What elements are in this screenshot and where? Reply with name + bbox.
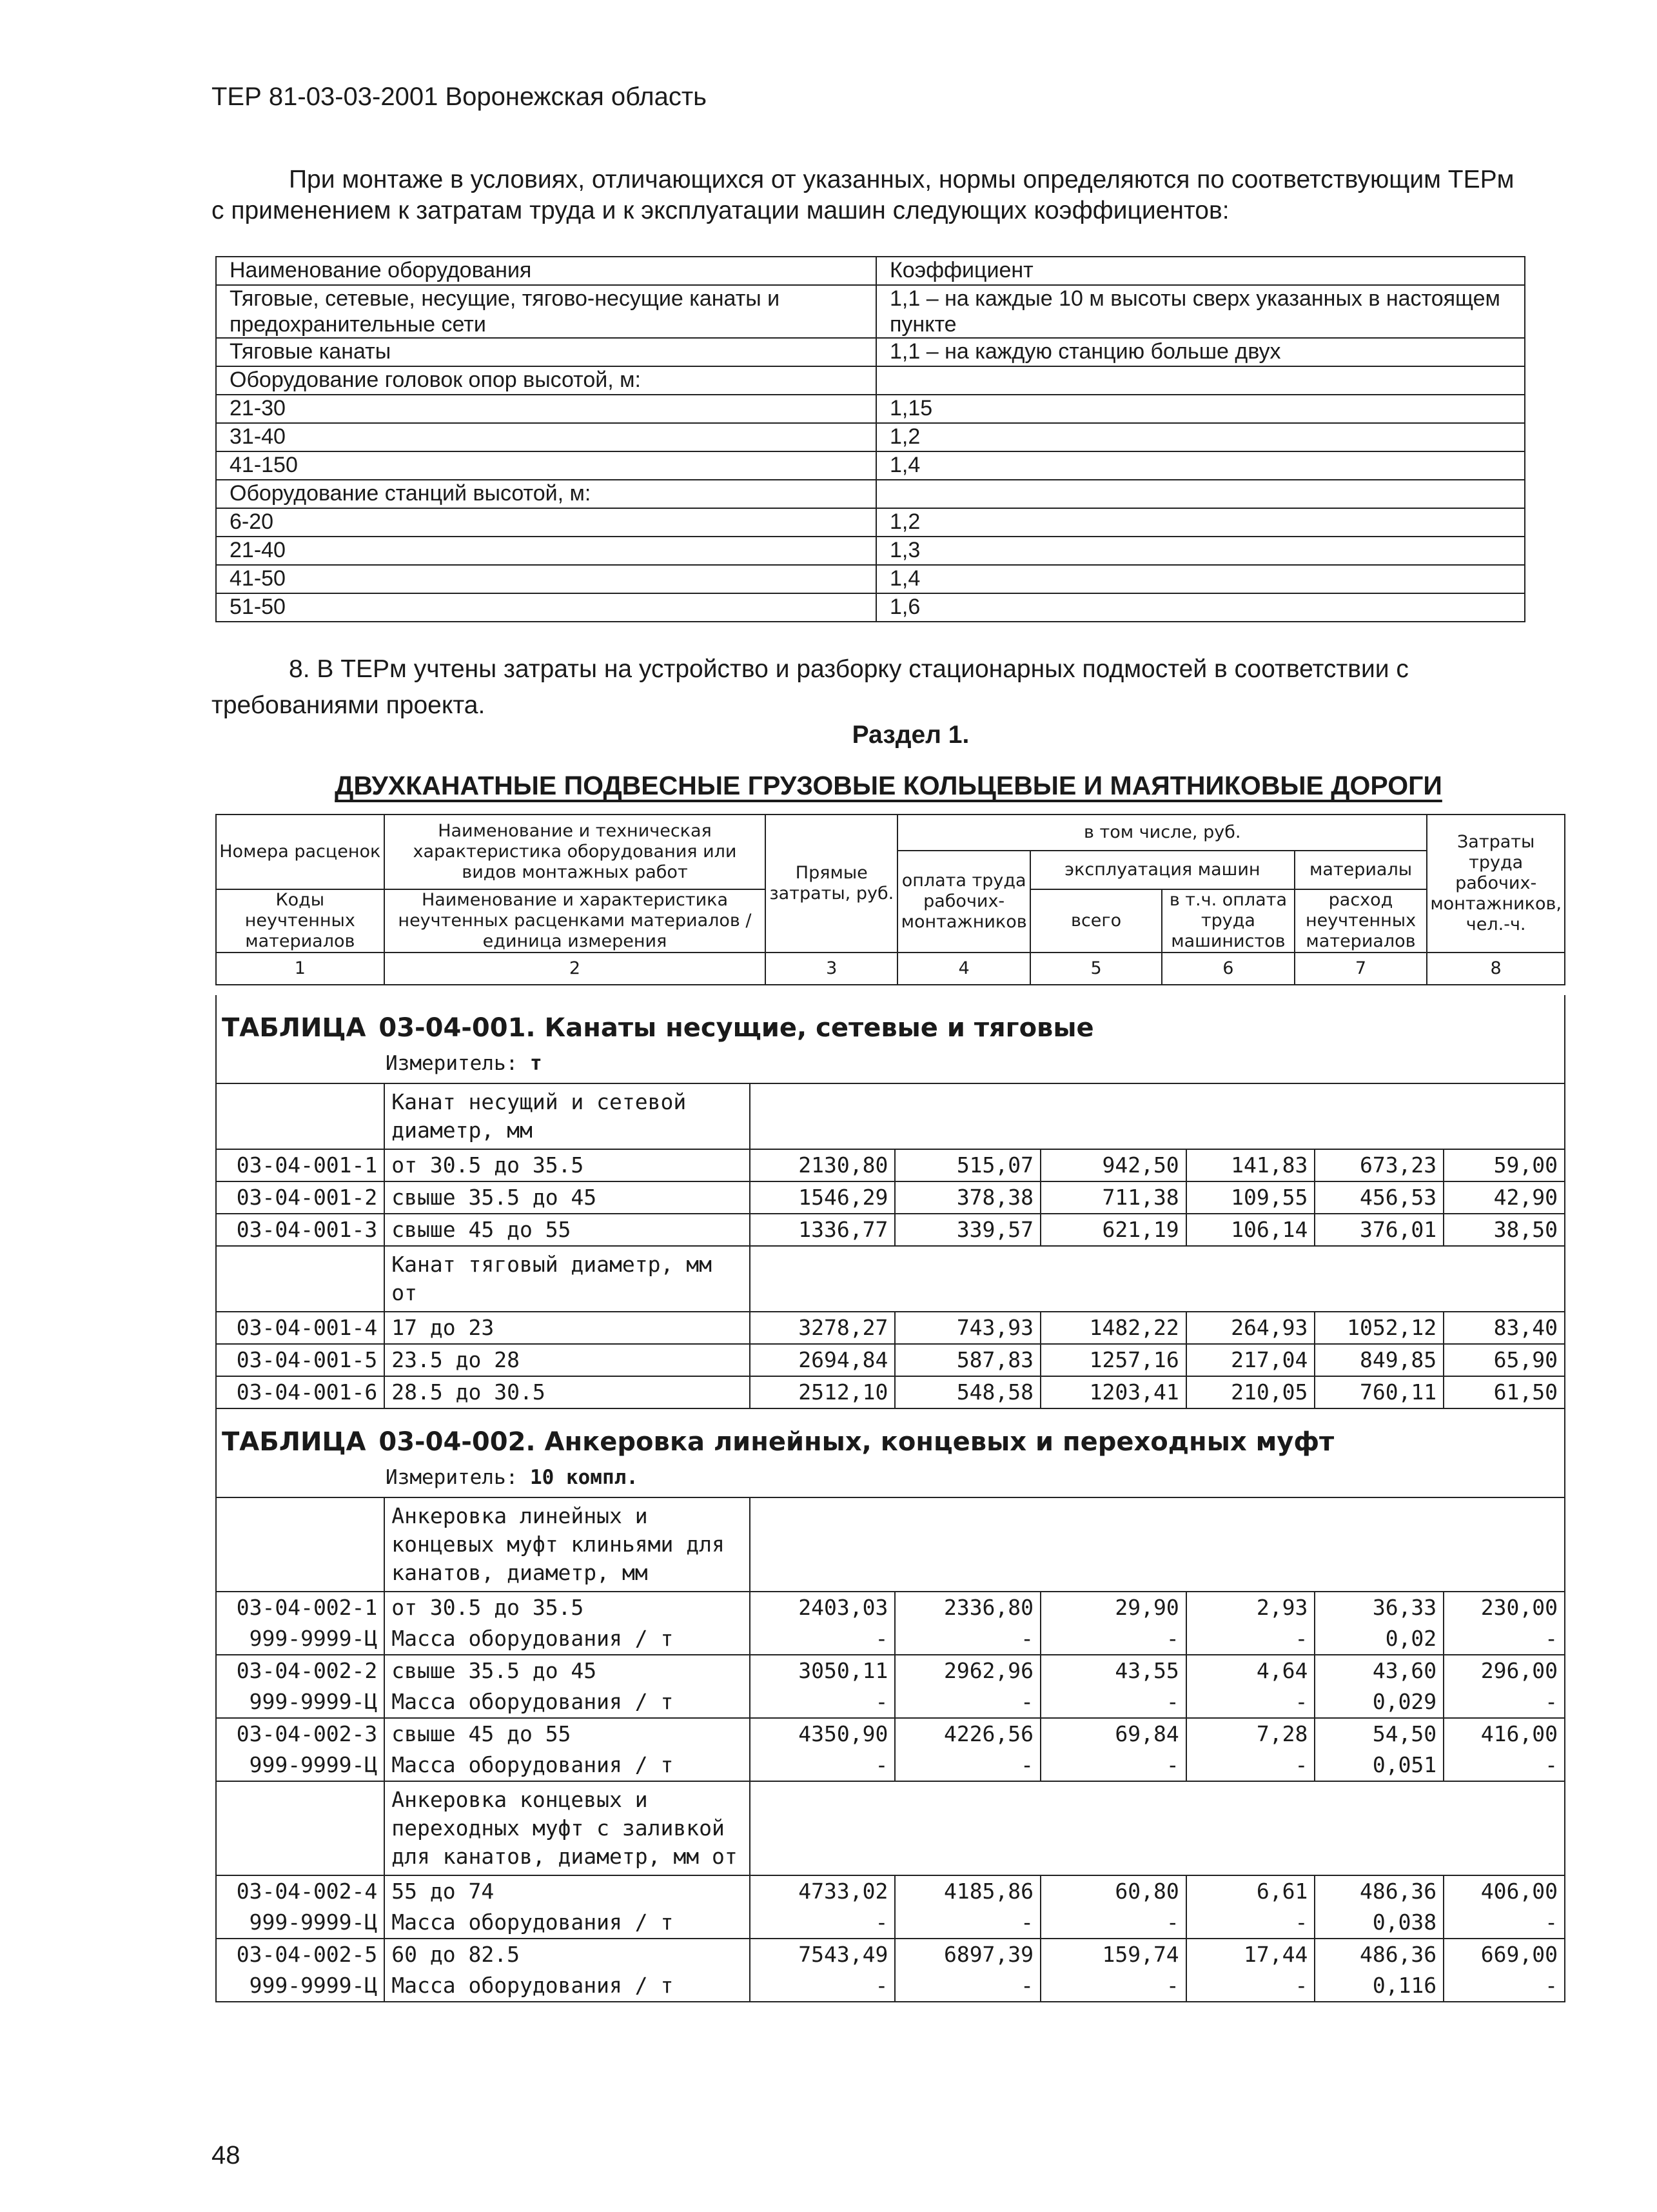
worker-pay-cell: 6897,39: [895, 1939, 1041, 1970]
materials-cell: 0,02: [1315, 1623, 1444, 1655]
rate-code-cell: 03-04-001-2: [216, 1181, 384, 1214]
machinist-pay-cell: 2,93: [1186, 1592, 1315, 1623]
labor-cell: 83,40: [1444, 1312, 1565, 1344]
table-title-row: [216, 995, 1565, 1044]
coef-row: [216, 366, 1525, 395]
table-title: [216, 1408, 1565, 1458]
materials-cell: 456,53: [1315, 1181, 1444, 1214]
coef-value-cell: 1,2: [876, 508, 1525, 537]
machines-total-cell: 711,38: [1041, 1181, 1186, 1214]
section-number: Раздел 1.: [852, 721, 970, 749]
direct-cost-cell: -: [750, 1686, 896, 1718]
machinist-pay-cell: 7,28: [1186, 1718, 1315, 1750]
group-heading: Канат тяговый диаметр, мм от: [384, 1246, 749, 1312]
table-row: [216, 1655, 1565, 1686]
materials-cell: 43,60: [1315, 1655, 1444, 1686]
machines-total-cell: 1257,16: [1041, 1344, 1186, 1376]
header-material-codes: Коды неучтенных материалов: [216, 889, 384, 953]
rate-code-cell: 999-9999-Ц: [216, 1750, 384, 1781]
table-title-text: 03-04-002. Анкеровка линейных, концевых и переходных муфт: [378, 1427, 1335, 1457]
section-title: ДВУХКАНАТНЫЕ ПОДВЕСНЫЕ ГРУЗОВЫЕ КОЛЬЦЕВЫЕ И МАЯТНИКОВЫЕ ДОРОГИ: [335, 771, 1442, 800]
rate-code-cell: 03-04-002-2: [216, 1655, 384, 1686]
rate-code-cell: 999-9999-Ц: [216, 1686, 384, 1718]
column-number: 1: [216, 953, 384, 985]
measure-value: 10 компл.: [529, 1466, 638, 1489]
worker-pay-cell: 2962,96: [895, 1655, 1041, 1686]
machines-total-cell: -: [1041, 1750, 1186, 1781]
intro-text: При монтаже в условиях, отличающихся от указанных, нормы определяются по соответствующим ТЕРм с применением к затратам труда и к эксплуатации машин следующих коэффициентов:: [211, 166, 1515, 224]
coef-equipment-cell: 41-50: [216, 565, 876, 593]
direct-cost-cell: 2130,80: [750, 1149, 896, 1181]
column-number: 8: [1427, 953, 1565, 985]
machines-total-cell: -: [1041, 1686, 1186, 1718]
machines-total-cell: -: [1041, 1970, 1186, 2002]
machines-total-cell: -: [1041, 1623, 1186, 1655]
materials-cell: 0,116: [1315, 1970, 1444, 2002]
machines-total-cell: 43,55: [1041, 1655, 1186, 1686]
coef-row: [216, 565, 1525, 593]
table-row: [216, 1592, 1565, 1623]
group-heading: Анкеровка линейных и концевых муфт клиньями для канатов, диаметр, мм: [384, 1497, 749, 1592]
measure-value: т: [529, 1052, 542, 1075]
table-row: [216, 1718, 1565, 1750]
coef-equipment-cell: 31-40: [216, 423, 876, 451]
rate-name-cell: 55 до 74: [384, 1875, 749, 1907]
header-machine-operation: эксплуатация машин: [1030, 851, 1295, 889]
table-row: [216, 1875, 1565, 1907]
rate-code-cell: 03-04-002-3: [216, 1718, 384, 1750]
worker-pay-cell: 4185,86: [895, 1875, 1041, 1907]
column-number: 5: [1030, 953, 1162, 985]
table-row: [216, 1312, 1565, 1344]
coef-row: [216, 285, 1525, 338]
rate-name-cell: Масса оборудования / т: [384, 1907, 749, 1939]
rate-code-cell: 03-04-002-1: [216, 1592, 384, 1623]
machinist-pay-cell: -: [1186, 1907, 1315, 1939]
column-number: 4: [897, 953, 1030, 985]
materials-cell: 486,36: [1315, 1875, 1444, 1907]
group-code-cell: [216, 1497, 384, 1592]
coef-row: [216, 395, 1525, 423]
rate-name-cell: 17 до 23: [384, 1312, 749, 1344]
coef-value-cell: 1,4: [876, 451, 1525, 480]
coef-row: [216, 537, 1525, 565]
rate-name-cell: свыше 45 до 55: [384, 1214, 749, 1246]
machinist-pay-cell: 217,04: [1186, 1344, 1315, 1376]
machines-total-cell: 621,19: [1041, 1214, 1186, 1246]
direct-cost-cell: 4350,90: [750, 1718, 896, 1750]
rate-name-cell: от 30.5 до 35.5: [384, 1592, 749, 1623]
materials-cell: 0,038: [1315, 1907, 1444, 1939]
table-title-row: [216, 1408, 1565, 1458]
coef-value-cell: [876, 480, 1525, 508]
worker-pay-cell: 548,58: [895, 1376, 1041, 1408]
table-row: [216, 1181, 1565, 1214]
labor-cell: 669,00: [1480, 1942, 1558, 1967]
worker-pay-cell: 2336,80: [895, 1592, 1041, 1623]
rate-name-cell: Масса оборудования / т: [384, 1750, 749, 1781]
coef-equipment-cell: Оборудование станций высотой, м:: [216, 480, 876, 508]
coef-value-cell: 1,3: [876, 537, 1525, 565]
group-filler: [750, 1083, 1565, 1149]
header-including: в том числе, руб.: [897, 815, 1427, 851]
machines-total-cell: 942,50: [1041, 1149, 1186, 1181]
rate-code-cell: 03-04-002-5: [216, 1939, 384, 1970]
table-title: [216, 995, 1565, 1044]
machinist-pay-cell: 141,83: [1186, 1149, 1315, 1181]
machines-total-cell: 1482,22: [1041, 1312, 1186, 1344]
machines-total-cell: -: [1041, 1907, 1186, 1939]
coef-value-cell: 1,4: [876, 565, 1525, 593]
direct-cost-cell: 1336,77: [750, 1214, 896, 1246]
column-numbers-row: [216, 953, 1565, 985]
header-work-name: Наименование и техническая характеристика оборудования или видов монтажных работ: [384, 815, 766, 889]
materials-cell: 36,33: [1315, 1592, 1444, 1623]
column-number: 2: [384, 953, 766, 985]
rate-code-cell: 03-04-001-4: [216, 1312, 384, 1344]
direct-cost-cell: 2694,84: [750, 1344, 896, 1376]
machinist-pay-cell: 264,93: [1186, 1312, 1315, 1344]
coef-header-equipment: Наименование оборудования: [216, 257, 876, 285]
rate-code-cell: 03-04-001-1: [216, 1149, 384, 1181]
direct-cost-cell: -: [750, 1907, 896, 1939]
group-code-cell: [216, 1246, 384, 1312]
worker-pay-cell: -: [895, 1750, 1041, 1781]
labor-cell: -: [1444, 1907, 1565, 1939]
rate-name-cell: от 30.5 до 35.5: [384, 1149, 749, 1181]
machinist-pay-cell: -: [1186, 1750, 1315, 1781]
materials-cell: 760,11: [1315, 1376, 1444, 1408]
rate-code-cell: 999-9999-Ц: [216, 1907, 384, 1939]
column-number: 7: [1295, 953, 1427, 985]
worker-pay-cell: 515,07: [895, 1149, 1041, 1181]
header-worker-pay: оплата труда рабочих-монтажников: [897, 851, 1030, 953]
materials-cell: 54,50: [1315, 1718, 1444, 1750]
table-row: [216, 1376, 1565, 1408]
measure-unit: [216, 1044, 1565, 1083]
worker-pay-cell: 743,93: [895, 1312, 1041, 1344]
table-title-label: ТАБЛИЦА: [222, 1013, 366, 1043]
group-heading-row: [216, 1781, 1565, 1875]
coef-equipment-cell: Тяговые, сетевые, несущие, тягово-несущие канаты и предохранительные сети: [216, 285, 876, 338]
labor-cell: 65,90: [1444, 1344, 1565, 1376]
header-machines-total: всего: [1030, 889, 1162, 953]
worker-pay-cell: 587,83: [895, 1344, 1041, 1376]
table-row: [216, 1623, 1565, 1655]
labor-cell: 61,50: [1444, 1376, 1565, 1408]
worker-pay-cell: -: [895, 1907, 1041, 1939]
coef-header-row: [216, 257, 1525, 285]
machinist-pay-cell: 210,05: [1186, 1376, 1315, 1408]
table-title-text: 03-04-001. Канаты несущие, сетевые и тяговые: [378, 1013, 1094, 1043]
direct-cost-cell: 7543,49: [750, 1939, 896, 1970]
table-title-label: ТАБЛИЦА: [222, 1427, 366, 1457]
coef-row: [216, 480, 1525, 508]
labor-cell: 406,00: [1480, 1879, 1558, 1904]
measure-row: [216, 1458, 1565, 1497]
rate-code-cell: 999-9999-Ц: [216, 1623, 384, 1655]
coef-row: [216, 593, 1525, 622]
measure-label: Измеритель:: [386, 1466, 518, 1489]
table-row: [216, 1750, 1565, 1781]
labor-cell: 42,90: [1444, 1181, 1565, 1214]
machines-total-cell: 29,90: [1041, 1592, 1186, 1623]
coef-equipment-cell: 6-20: [216, 508, 876, 537]
header-unaccounted-materials: расход неучтенных материалов: [1295, 889, 1427, 953]
measure-label: Измеритель:: [386, 1052, 518, 1075]
rate-name-cell: 60 до 82.5: [384, 1939, 749, 1970]
direct-cost-cell: 3278,27: [750, 1312, 896, 1344]
table-row: [216, 1939, 1565, 1970]
labor-cell: -: [1444, 1750, 1565, 1781]
machinist-pay-cell: 4,64: [1186, 1655, 1315, 1686]
coef-value-cell: 1,1 – на каждую станцию больше двух: [876, 338, 1525, 366]
rates-table-body: [215, 995, 1565, 2002]
rate-name-cell: свыше 45 до 55: [384, 1718, 749, 1750]
table-row: [216, 1970, 1565, 2002]
materials-cell: 673,23: [1315, 1149, 1444, 1181]
rate-code-cell: 03-04-002-4: [216, 1875, 384, 1907]
machines-total-cell: 1203,41: [1041, 1376, 1186, 1408]
labor-cell: -: [1444, 1970, 1565, 2002]
header-material-names: Наименование и характеристика неучтенных расценками материалов / единица измерения: [384, 889, 766, 953]
rate-name-cell: Масса оборудования / т: [384, 1623, 749, 1655]
coef-equipment-cell: 21-40: [216, 537, 876, 565]
labor-cell: 296,00: [1480, 1658, 1558, 1683]
rate-code-cell: 03-04-001-5: [216, 1344, 384, 1376]
table-row: [216, 1686, 1565, 1718]
rate-name-cell: 23.5 до 28: [384, 1344, 749, 1376]
direct-cost-cell: -: [750, 1970, 896, 2002]
coef-equipment-cell: 51-50: [216, 593, 876, 622]
coef-header-coefficient: Коэффициент: [876, 257, 1525, 285]
coef-value-cell: [876, 366, 1525, 395]
machines-total-cell: 60,80: [1041, 1875, 1186, 1907]
machines-total-cell: 159,74: [1041, 1939, 1186, 1970]
coef-equipment-cell: 41-150: [216, 451, 876, 480]
coef-value-cell: 1,1 – на каждые 10 м высоты сверх указанных в настоящем пункте: [876, 285, 1525, 338]
coef-equipment-cell: 21-30: [216, 395, 876, 423]
worker-pay-cell: 339,57: [895, 1214, 1041, 1246]
worker-pay-cell: -: [895, 1970, 1041, 2002]
coef-row: [216, 508, 1525, 537]
measure-row: [216, 1044, 1565, 1083]
direct-cost-cell: 4733,02: [750, 1875, 896, 1907]
column-number: 3: [765, 953, 897, 985]
measure-unit: [216, 1458, 1565, 1497]
direct-cost-cell: 2512,10: [750, 1376, 896, 1408]
machinist-pay-cell: -: [1186, 1623, 1315, 1655]
rates-table-header: [215, 814, 1565, 985]
table-row: [216, 1214, 1565, 1246]
header-rate-numbers: Номера расценок: [216, 815, 384, 889]
direct-cost-cell: -: [750, 1623, 896, 1655]
labor-cell: -: [1444, 1686, 1565, 1718]
machinist-pay-cell: -: [1186, 1686, 1315, 1718]
worker-pay-cell: 4226,56: [895, 1718, 1041, 1750]
column-number: 6: [1162, 953, 1295, 985]
materials-cell: 1052,12: [1315, 1312, 1444, 1344]
rate-code-cell: 999-9999-Ц: [216, 1970, 384, 2002]
group-filler: [750, 1781, 1565, 1875]
group-heading: Канат несущий и сетевой диаметр, мм: [384, 1083, 749, 1149]
machinist-pay-cell: -: [1186, 1970, 1315, 2002]
table-row: [216, 1907, 1565, 1939]
coef-equipment-cell: Тяговые канаты: [216, 338, 876, 366]
machinist-pay-cell: 17,44: [1186, 1939, 1315, 1970]
coef-row: [216, 423, 1525, 451]
coef-row: [216, 338, 1525, 366]
table-row: [216, 1344, 1565, 1376]
labor-cell: -: [1444, 1623, 1565, 1655]
group-heading: Анкеровка концевых и переходных муфт с заливкой для канатов, диаметр, мм от: [384, 1781, 749, 1875]
rate-name-cell: Масса оборудования / т: [384, 1686, 749, 1718]
materials-cell: 0,029: [1315, 1686, 1444, 1718]
coef-value-cell: 1,6: [876, 593, 1525, 622]
materials-cell: 0,051: [1315, 1750, 1444, 1781]
labor-cell: 416,00: [1480, 1721, 1558, 1746]
coef-value-cell: 1,2: [876, 423, 1525, 451]
rate-name-cell: Масса оборудования / т: [384, 1970, 749, 2002]
direct-cost-cell: 1546,29: [750, 1181, 896, 1214]
coefficient-table: [215, 256, 1525, 622]
machines-total-cell: 69,84: [1041, 1718, 1186, 1750]
worker-pay-cell: -: [895, 1623, 1041, 1655]
materials-cell: 486,36: [1315, 1939, 1444, 1970]
coef-value-cell: 1,15: [876, 395, 1525, 423]
direct-cost-cell: 3050,11: [750, 1655, 896, 1686]
labor-cell: 38,50: [1444, 1214, 1565, 1246]
header-labor-costs: Затраты труда рабочих-монтажников, чел.-ч.: [1427, 815, 1565, 953]
rate-name-cell: 28.5 до 30.5: [384, 1376, 749, 1408]
rate-code-cell: 03-04-001-3: [216, 1214, 384, 1246]
direct-cost-cell: -: [750, 1750, 896, 1781]
rate-name-cell: свыше 35.5 до 45: [384, 1181, 749, 1214]
group-code-cell: [216, 1083, 384, 1149]
materials-cell: 376,01: [1315, 1214, 1444, 1246]
group-heading-row: [216, 1497, 1565, 1592]
coef-equipment-cell: Оборудование головок опор высотой, м:: [216, 366, 876, 395]
header-materials: материалы: [1295, 851, 1427, 889]
rate-code-cell: 03-04-001-6: [216, 1376, 384, 1408]
labor-cell: 230,00: [1480, 1595, 1558, 1620]
group-filler: [750, 1497, 1565, 1592]
materials-cell: 849,85: [1315, 1344, 1444, 1376]
rate-name-cell: свыше 35.5 до 45: [384, 1655, 749, 1686]
group-heading-row: [216, 1246, 1565, 1312]
table-row: [216, 1149, 1565, 1181]
group-heading-row: [216, 1083, 1565, 1149]
machinist-pay-cell: 106,14: [1186, 1214, 1315, 1246]
worker-pay-cell: 378,38: [895, 1181, 1041, 1214]
worker-pay-cell: -: [895, 1686, 1041, 1718]
direct-cost-cell: 2403,03: [750, 1592, 896, 1623]
machinist-pay-cell: 6,61: [1186, 1875, 1315, 1907]
group-filler: [750, 1246, 1565, 1312]
group-code-cell: [216, 1781, 384, 1875]
page-number: 48: [211, 2141, 240, 2169]
header-direct-costs: Прямые затраты, руб.: [765, 815, 897, 953]
machinist-pay-cell: 109,55: [1186, 1181, 1315, 1214]
coef-row: [216, 451, 1525, 480]
header-machinist-pay: в т.ч. оплата труда машинистов: [1162, 889, 1295, 953]
labor-cell: 59,00: [1444, 1149, 1565, 1181]
running-header: ТЕР 81-03-03-2001 Воронежская область: [211, 83, 707, 111]
intro-paragraph: [211, 164, 1517, 226]
paragraph-8: 8. В ТЕРм учтены затраты на устройство и разборку стационарных подмостей в соответствии с требованиями проекта.: [211, 655, 1409, 719]
